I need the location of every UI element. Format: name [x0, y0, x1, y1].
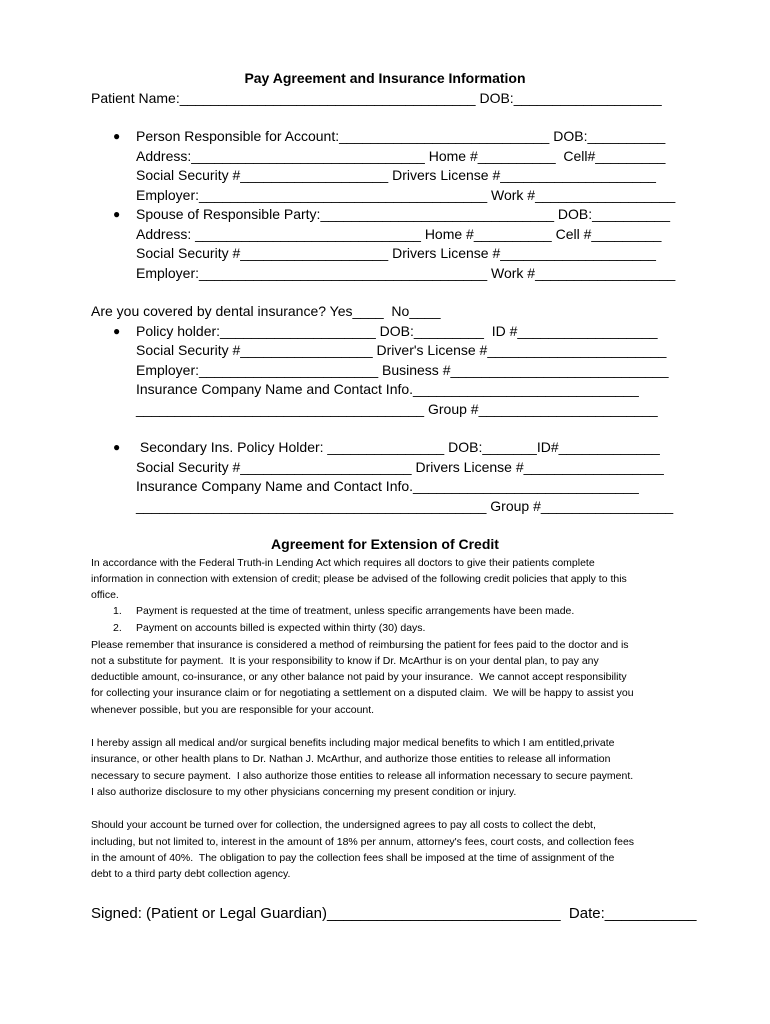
para4-line-4: debt to a third party debt collection agency.	[91, 868, 291, 880]
para1-line-3: office.	[91, 589, 119, 601]
policy-number-1: 1.	[113, 605, 122, 617]
para2-line-3: deductible amount, co-insurance, or any other balance not paid by your insurance. We cannot accept responsibility	[91, 671, 627, 683]
policy-text-1: Payment is requested at the time of treatment, unless specific arrangements have been made.	[136, 605, 575, 617]
agreement-title: Agreement for Extension of Credit	[271, 536, 499, 552]
secondary-line-2: Social Security #______________________ Drivers License #__________________	[136, 459, 664, 475]
dental-insurance-question: Are you covered by dental insurance? Yes____ No____	[91, 303, 441, 319]
para1-line-1: In accordance with the Federal Truth-in Lending Act which requires all doctors to give their patients complete	[91, 557, 595, 569]
spouse-line-4: Employer:_____________________________________ Work #__________________	[136, 265, 676, 281]
responsible-line-3: Social Security #___________________ Drivers License #____________________	[136, 167, 656, 183]
responsible-line-2: Address:______________________________ Home #__________ Cell#_________	[136, 148, 666, 164]
para1-line-2: information in connection with extension of credit; please be advised of the following credit policies that apply to this	[91, 573, 627, 585]
bullet-icon: ●	[113, 440, 121, 454]
spouse-line-2: Address: _____________________________ Home #__________ Cell #_________	[136, 226, 662, 242]
responsible-line-1: Person Responsible for Account:___________________________ DOB:__________	[136, 128, 666, 144]
para2-line-2: not a substitute for payment. It is your responsibility to know if Dr. McArthur is on your dental plan, to pay any	[91, 655, 599, 667]
spouse-line-3: Social Security #___________________ Drivers License #____________________	[136, 245, 656, 261]
para3-line-4: I also authorize disclosure to my other physicians concerning my present condition or injury.	[91, 786, 517, 798]
bullet-icon: ●	[113, 324, 121, 338]
secondary-line-3: Insurance Company Name and Contact Info._____________________________	[136, 478, 639, 494]
bullet-icon: ●	[113, 129, 121, 143]
para4-line-2: including, but not limited to, interest in the amount of 18% per annum, attorney's fees, court costs, and collection fees	[91, 836, 635, 848]
policy-line-5: _____________________________________ Group #_______________________	[136, 401, 658, 417]
spouse-line-1: Spouse of Responsible Party:______________________________ DOB:__________	[136, 206, 671, 222]
bullet-icon: ●	[113, 207, 121, 221]
policy-line-2: Social Security #_________________ Driver's License #_______________________	[136, 342, 667, 358]
patient-name-line: Patient Name:______________________________________ DOB:___________________	[91, 90, 662, 106]
policy-line-3: Employer:_______________________ Business #____________________________	[136, 362, 669, 378]
para2-line-4: for collecting your insurance claim or for negotiating a settlement on a disputed claim. We will be happy to assist you	[91, 687, 634, 699]
policy-line-4: Insurance Company Name and Contact Info._____________________________	[136, 381, 639, 397]
para2-line-1: Please remember that insurance is considered a method of reimbursing the patient for fees paid to the doctor and is	[91, 639, 629, 651]
para3-line-2: insurance, or other health plans to Dr. Nathan J. McArthur, and authorize those entities to release all information	[91, 753, 611, 765]
secondary-line-1: Secondary Ins. Policy Holder: _______________ DOB:_______ID#_____________	[136, 439, 660, 455]
para3-line-1: I hereby assign all medical and/or surgical benefits including major medical benefits to which I am entitled,private	[91, 737, 615, 749]
para2-line-5: whenever possible, but you are responsible for your account.	[91, 704, 375, 716]
page-title: Pay Agreement and Insurance Information	[244, 70, 526, 86]
policy-line-1: Policy holder:____________________ DOB:_________ ID #__________________	[136, 323, 658, 339]
signature-line: Signed: (Patient or Legal Guardian)____________________________ Date:___________	[91, 905, 697, 922]
para3-line-3: necessary to secure payment. I also authorize those entities to release all information necessary to secure payment.	[91, 770, 634, 782]
policy-text-2: Payment on accounts billed is expected within thirty (30) days.	[136, 622, 426, 634]
secondary-line-4: _____________________________________________ Group #_________________	[136, 498, 674, 514]
para4-line-3: in the amount of 40%. The obligation to pay the collection fees shall be imposed at the time of assignment of the	[91, 852, 615, 864]
para4-line-1: Should your account be turned over for collection, the undersigned agrees to pay all costs to collect the debt,	[91, 819, 596, 831]
responsible-line-4: Employer:_____________________________________ Work #__________________	[136, 187, 676, 203]
policy-number-2: 2.	[113, 622, 122, 634]
